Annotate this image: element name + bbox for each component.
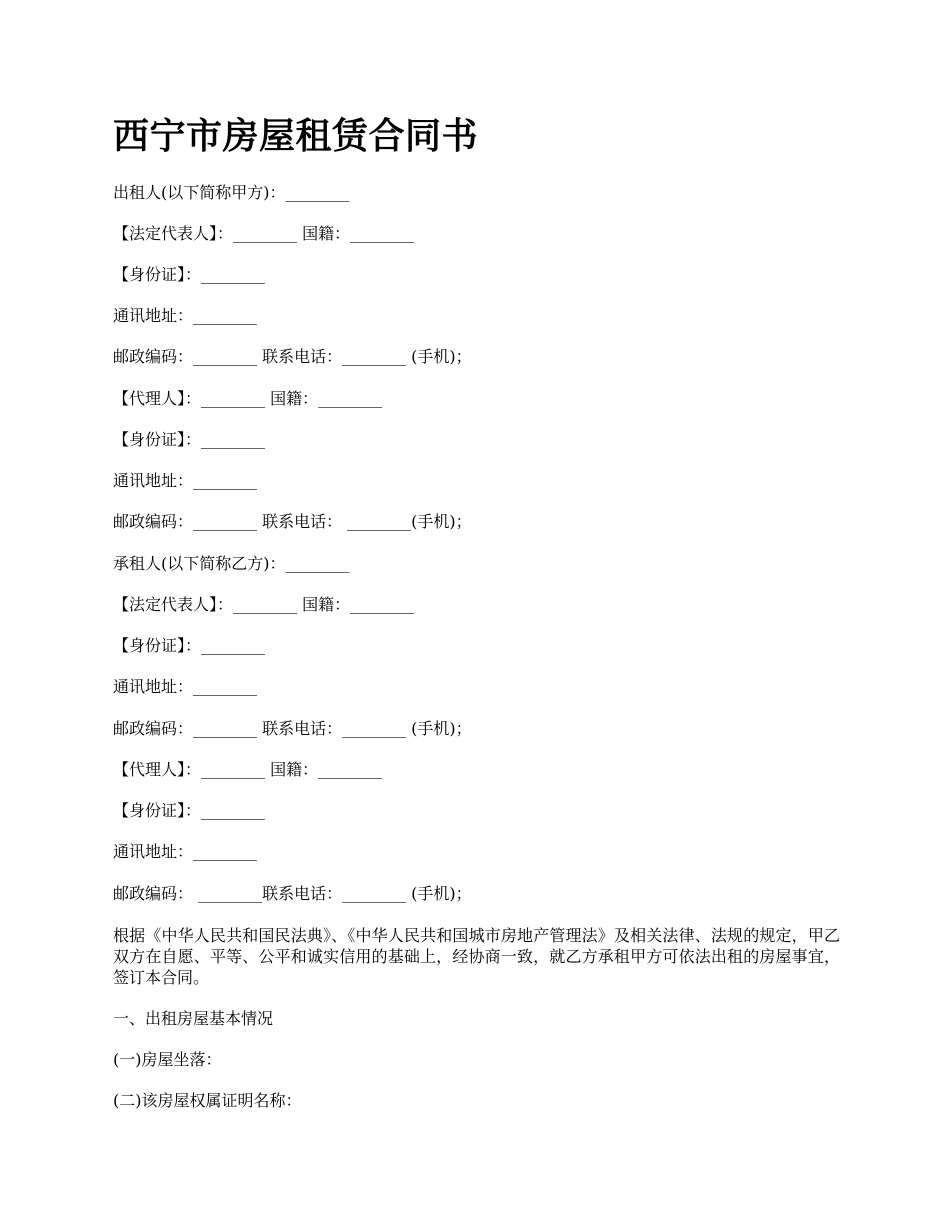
lessee-id-line: 【身份证】：________ [113,636,266,655]
section-heading: 一、出租房屋基本情况 [113,1009,274,1028]
clause-item: (二)该房屋权属证明名称： [113,1091,302,1110]
lessee-agent-postal-phone-line: 邮政编码： ________联系电话：________ (手机)； [113,884,472,903]
lessor-agent-line: 【代理人】：________ 国籍：________ [113,389,383,408]
lessor-agent-address-line: 通讯地址：________ [113,471,258,490]
clause-item: (一)房屋坐落： [113,1050,222,1069]
lessee-agent-line: 【代理人】：________ 国籍：________ [113,760,383,779]
lessee-postal-phone-line: 邮政编码：________ 联系电话：________ (手机)； [113,719,472,738]
lessee-agent-address-line: 通讯地址：________ [113,842,258,861]
lessee-line: 承租人(以下简称乙方)：________ [113,554,350,573]
lessee-legal-rep-line: 【法定代表人】：________ 国籍：________ [113,595,415,614]
lessor-agent-id-line: 【身份证】：________ [113,430,266,449]
lessee-agent-id-line: 【身份证】：________ [113,801,266,820]
lessor-line: 出租人(以下简称甲方)：________ [113,183,350,202]
preamble-paragraph: 根据《中华人民共和国民法典》、《中华人民共和国城市房地产管理法》及相关法律、法规的规定，甲乙双方在自愿、平等、公平和诚实信用的基础上，经协商一致，就乙方承租甲方可依法出租的房屋事宜，签订本合同。 [113,926,840,987]
lessee-address-line: 通讯地址：________ [113,677,258,696]
document-title: 西宁市房屋租赁合同书 [113,115,479,157]
lessor-legal-rep-line: 【法定代表人】：________ 国籍：________ [113,224,415,243]
lessor-agent-postal-phone-line: 邮政编码：________ 联系电话： ________(手机)； [113,512,472,531]
lessor-id-line: 【身份证】：________ [113,265,266,284]
lessor-postal-phone-line: 邮政编码：________ 联系电话：________ (手机)； [113,347,472,366]
lessor-address-line: 通讯地址：________ [113,306,258,325]
